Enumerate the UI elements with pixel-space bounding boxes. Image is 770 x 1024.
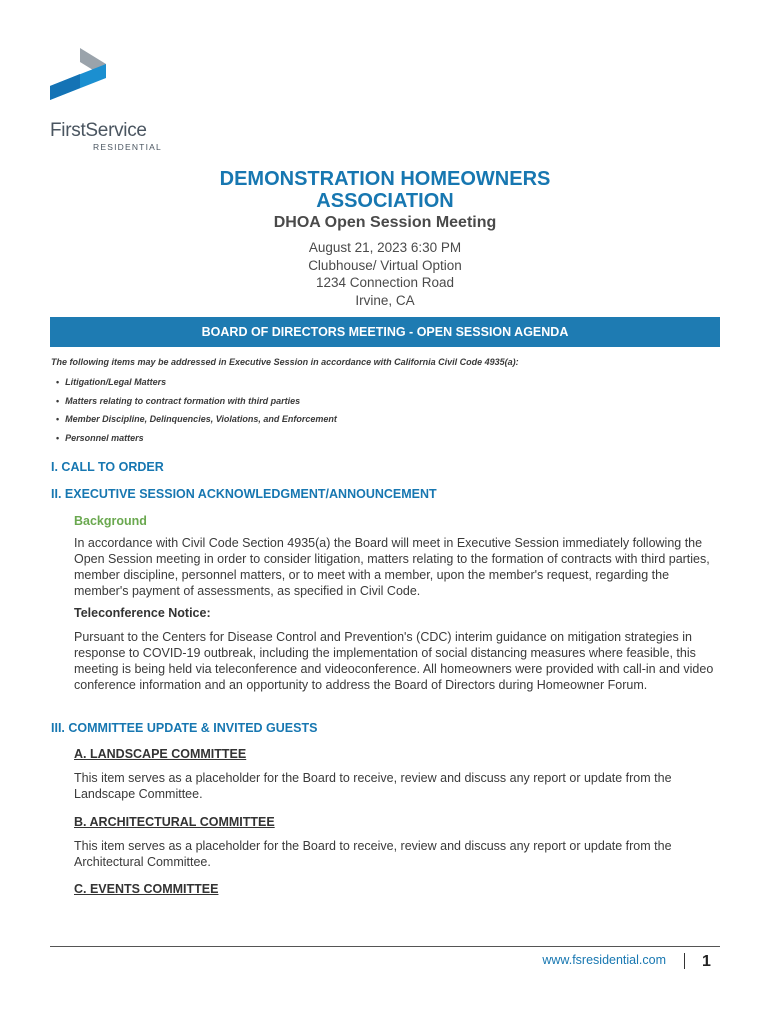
list-item: • Personnel matters [56,429,337,448]
footer-website-link[interactable]: www.fsresidential.com [542,953,666,967]
agenda-banner: BOARD OF DIRECTORS MEETING - OPEN SESSION AGENDA [50,317,720,347]
background-text: In accordance with Civil Code Section 4935(a) the Board will meet in Executive Session immediately following the Open Session meeting in order to consider litigation, matters relating to the formation of contracts with third parties, member discipline, personnel matters, or to meet with a member, upon the member's request, regarding the member's payment of assessments, as specified in Civil Code. [74,536,710,598]
list-item: • Litigation/Legal Matters [56,373,337,392]
list-item: • Member Discipline, Delinquencies, Violations, and Enforcement [56,410,337,429]
architectural-committee-text: This item serves as a placeholder for the Board to receive, review and discuss any report or update from the Architectural Committee. [74,839,672,869]
meeting-subtitle: DHOA Open Session Meeting [273,214,497,231]
meeting-location: Clubhouse/ Virtual Option [308,257,462,273]
section-executive-session: II. EXECUTIVE SESSION ACKNOWLEDGMENT/ANNOUNCEMENT [51,487,437,501]
title-line-1: DEMONSTRATION HOMEOWNERS [219,168,551,190]
background-label: Background [74,514,147,528]
landscape-committee-heading: A. LANDSCAPE COMMITTEE [74,747,247,761]
company-logo [50,46,170,156]
footer-divider [50,946,720,947]
document-title [0,168,770,212]
exec-session-list [56,373,337,447]
meeting-address: 1234 Connection Road [315,275,455,290]
page-number: 1 [702,953,711,970]
list-item: • Matters relating to contract formation with third parties [56,392,337,411]
meeting-city: Irvine, CA [355,292,415,308]
landscape-committee-text: This item serves as a placeholder for the Board to receive, review and discuss any report or update from the Landscape Committee. [74,771,672,801]
section-committee-update: III. COMMITTEE UPDATE & INVITED GUESTS [51,721,318,735]
title-line-2: ASSOCIATION [316,190,454,212]
logo-mark-icon [50,46,110,112]
meeting-date: August 21, 2023 6:30 PM [308,240,462,255]
meeting-info [0,239,770,309]
logo-name: FirstService [50,120,147,141]
events-committee-heading: C. EVENTS COMMITTEE [74,882,219,896]
teleconference-label: Teleconference Notice: [74,606,211,620]
section-call-to-order: I. CALL TO ORDER [51,460,164,474]
teleconference-text: Pursuant to the Centers for Disease Control and Prevention's (CDC) interim guidance on mitigation strategies in response to COVID-19 outbreak, including the implementation of social distancing measures where feasible, this meeting is being held via teleconference and videoconference. All homeowners were provided with call-in and video conference information and an opportunity to address the Board of Directors during Homeowner Forum. [74,630,714,692]
footer-separator [684,953,685,969]
exec-session-intro: The following items may be addressed in Executive Session in accordance with California Civil Code 4935(a): [51,357,519,367]
logo-subtitle: RESIDENTIAL [93,142,162,152]
architectural-committee-heading: B. ARCHITECTURAL COMMITTEE [74,815,275,829]
